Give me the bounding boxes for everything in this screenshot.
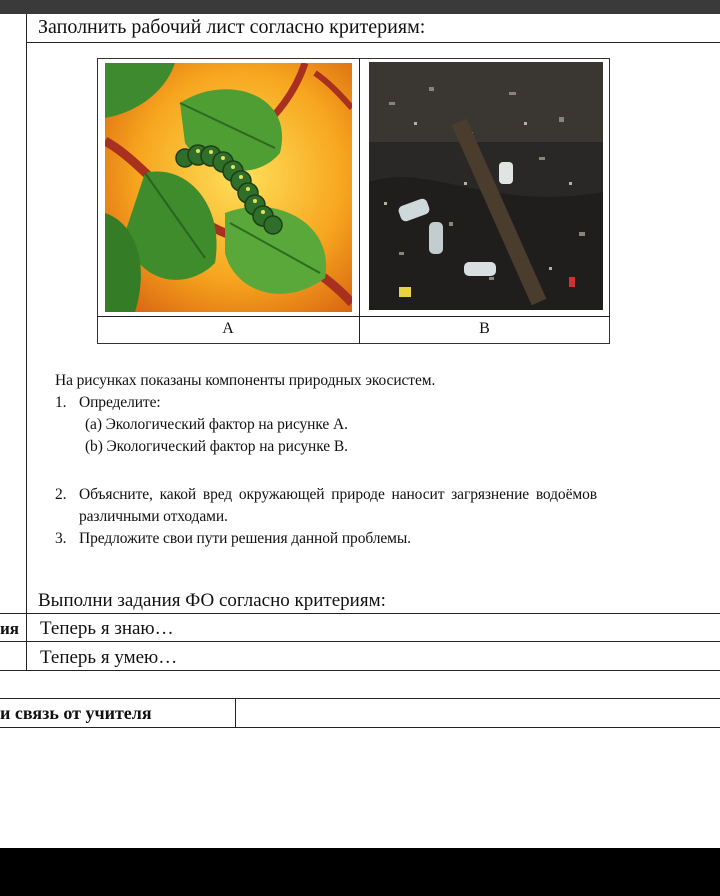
table-left-border [26, 14, 27, 671]
task-item-1 [55, 392, 707, 414]
task-intro: На рисунках показаны компоненты природных экосистем. [55, 372, 436, 389]
task-item-3-text: Предложите свои пути решения данной проблемы. [79, 530, 411, 547]
can-row: Теперь я умею… [40, 647, 178, 668]
bottom-dark-bar [0, 848, 720, 896]
figure-caption-divider [97, 316, 610, 317]
task-item-2 [55, 484, 707, 506]
figure-label-a: A [222, 320, 234, 337]
left-column-cut-label: ия [0, 619, 19, 638]
feedback-row-bottom [0, 727, 720, 728]
row-divider-tasks [0, 613, 720, 614]
row-divider-can [0, 670, 720, 671]
task-item-3 [55, 528, 707, 550]
worksheet-title: Заполнить рабочий лист согласно критериям: [38, 16, 426, 38]
task-item-2-line2: различными отходами. [79, 508, 228, 525]
top-dark-bar [0, 0, 720, 14]
polluted-water-trash-picture [369, 62, 603, 310]
caterpillar-on-leaves-picture [105, 63, 352, 312]
task-block [55, 370, 707, 550]
fo-task-row: Выполни задания ФО согласно критериям: [38, 590, 386, 611]
task-item-1-text: Определите: [79, 394, 161, 411]
feedback-cell-divider [235, 698, 236, 728]
row-divider-know [0, 641, 720, 642]
row-divider-title [26, 42, 720, 43]
task-item-1a: (a) Экологический фактор на рисунке А. [85, 416, 348, 433]
task-item-2-line1: Объясните, какой вред окружающей природе наносит загрязнение водоёмов [79, 486, 597, 503]
figure-label-b: B [479, 320, 490, 337]
task-item-2-number: 2. [55, 486, 67, 503]
task-item-1-number: 1. [55, 394, 67, 411]
figure-divider [359, 58, 360, 344]
task-item-3-number: 3. [55, 530, 67, 547]
feedback-row-top [0, 698, 720, 699]
task-spacer [55, 458, 707, 484]
task-item-1b: (b) Экологический фактор на рисунке В. [85, 438, 348, 455]
teacher-feedback-label: и связь от учителя [0, 703, 152, 723]
know-row: Теперь я знаю… [40, 618, 174, 639]
